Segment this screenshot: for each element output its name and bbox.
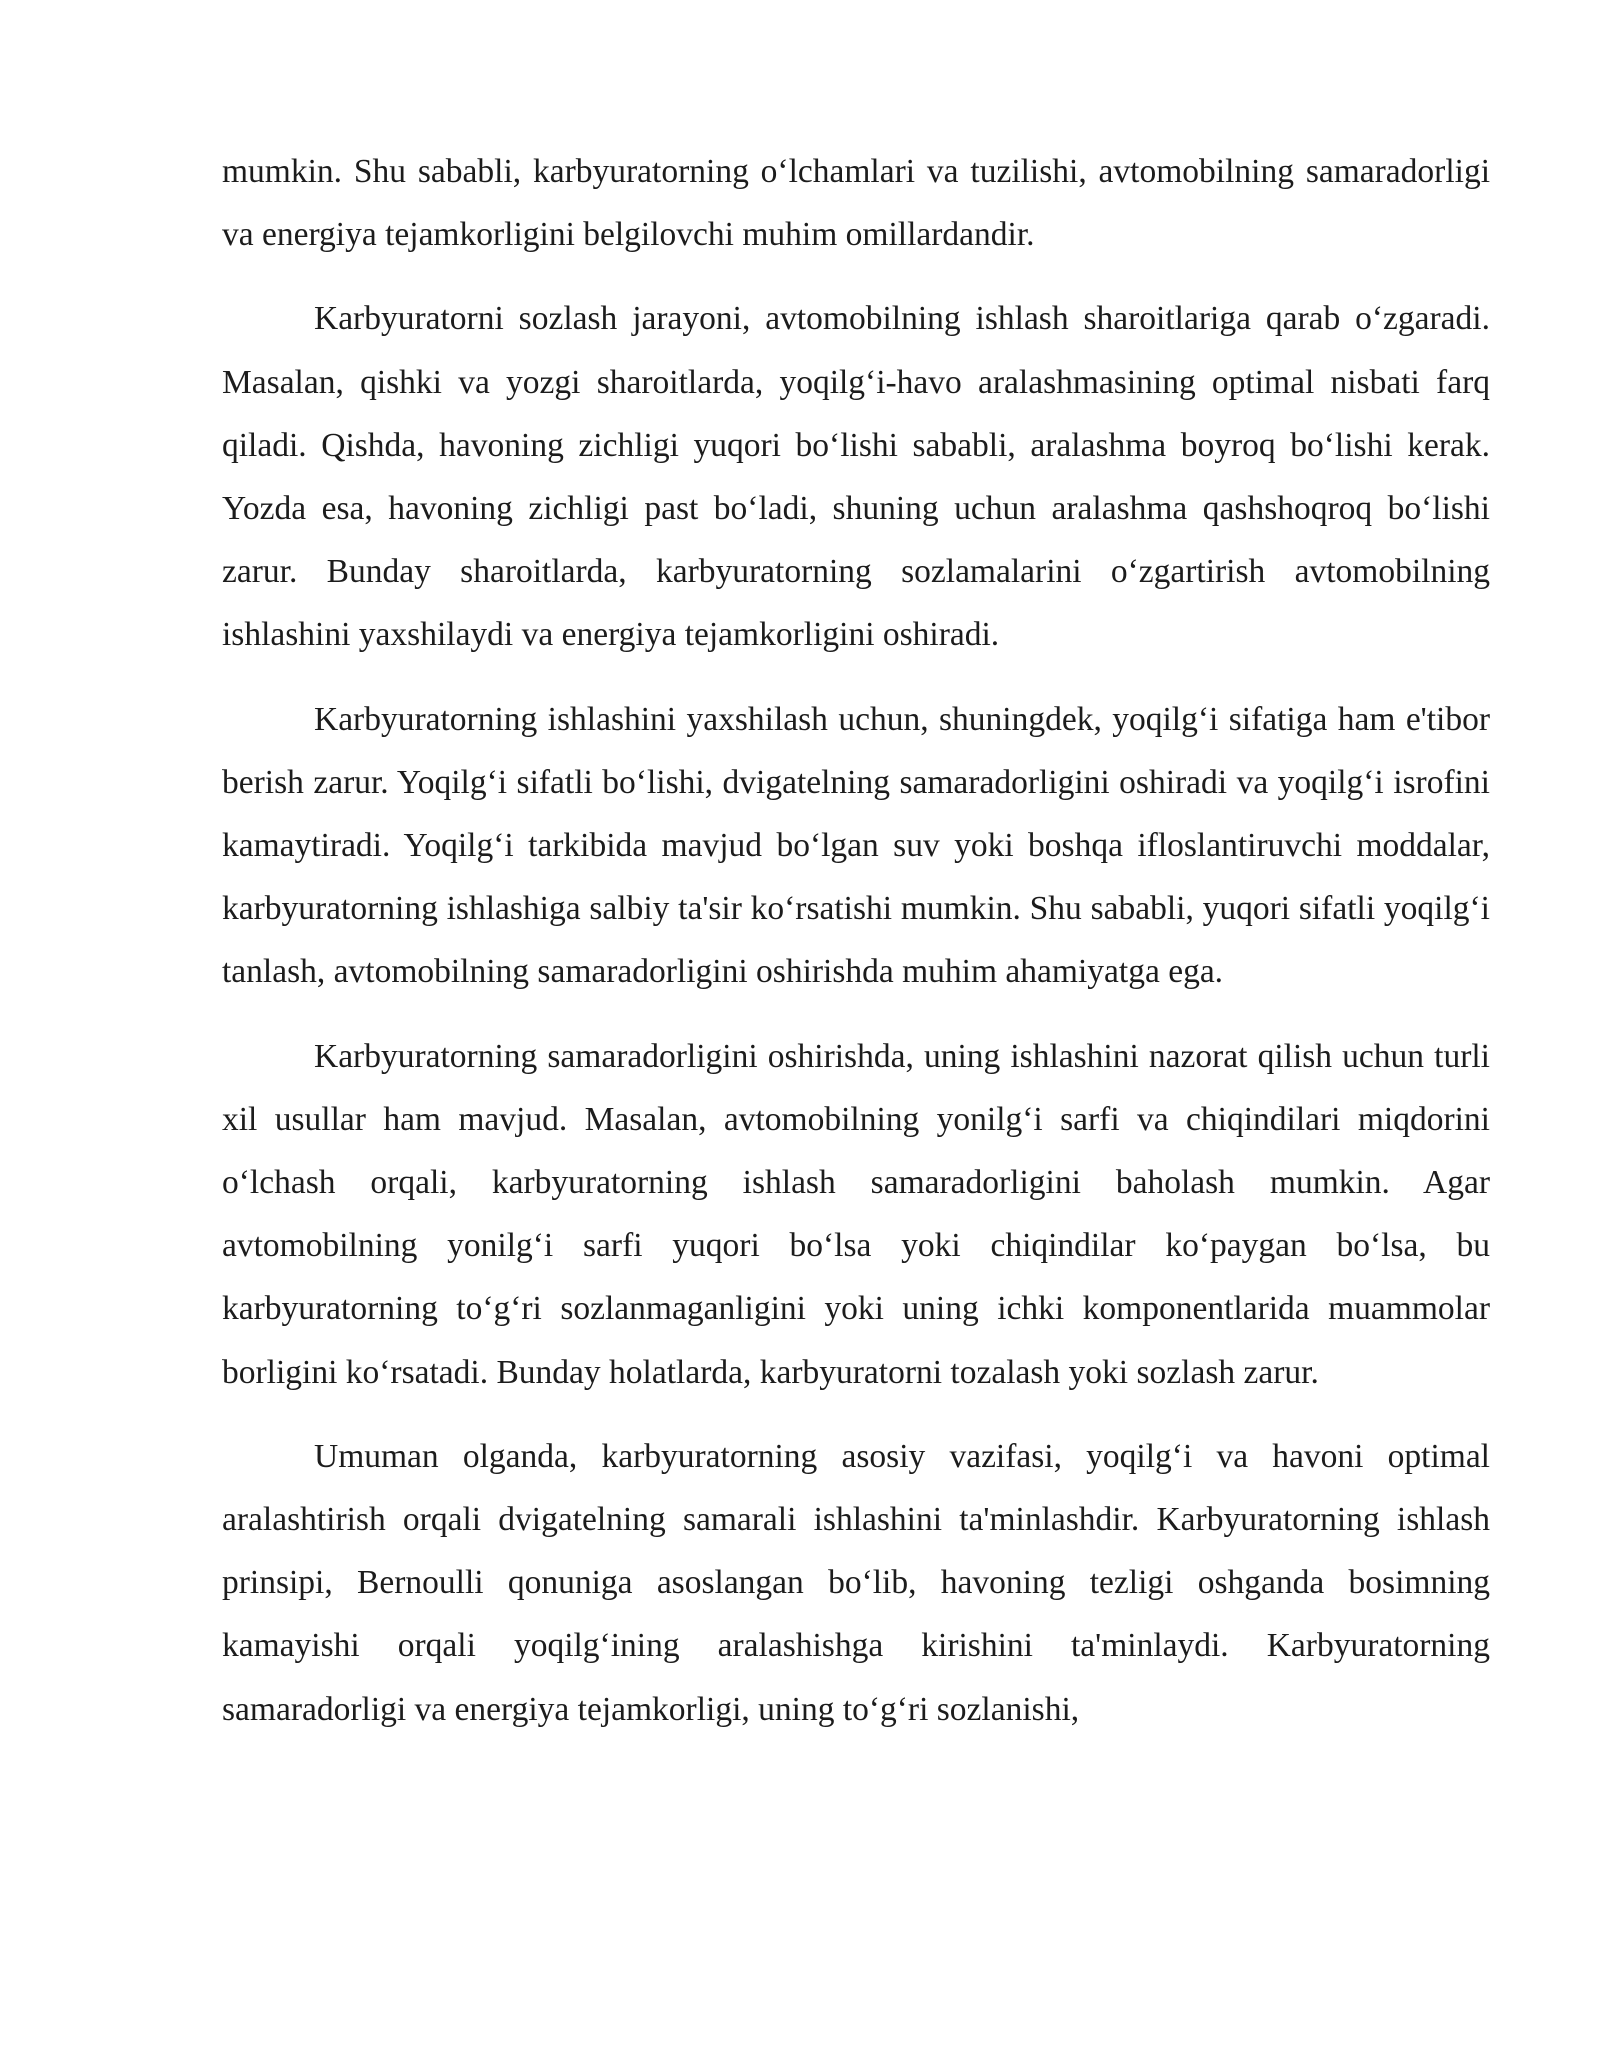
document-body — [222, 140, 1490, 1741]
paragraph-1: mumkin. Shu sababli, karbyuratorning o‘lchamlari va tuzilishi, avtomobilning samaradorligi va energiya tejamkorligini belgilovchi muhim omillardandir. — [222, 153, 1490, 254]
paragraph-2: Karbyuratorni sozlash jarayoni, avtomobilning ishlash sharoitlariga qarab o‘zgaradi. Masalan, qishki va yozgi sharoitlarda, yoqilg‘i-havo aralashmasining optimal nisbati farq qiladi. Qishda, havoning zichligi yuqori bo‘lishi sababli, aralashma boyroq bo‘lishi kerak. Yozda esa, havoning zichligi past bo‘ladi, shuning uchun aralashma qashshoqroq bo‘lishi zarur. Bunday sharoitlarda, karbyuratorning sozlamalarini o‘zgartirish avtomobilning ishlashini yaxshilaydi va energiya tejamkorligini oshiradi. — [222, 300, 1490, 654]
paragraph-4: Karbyuratorning samaradorligini oshirishda, uning ishlashini nazorat qilish uchun turli xil usullar ham mavjud. Masalan, avtomobilning yonilg‘i sarfi va chiqindilari miqdorini o‘lchash orqali, karbyuratorning ishlash samaradorligini baholash mumkin. Agar avtomobilning yonilg‘i sarfi yuqori bo‘lsa yoki chiqindilar ko‘paygan bo‘lsa, bu karbyuratorning to‘g‘ri sozlanmaganligini yoki uning ichki komponentlarida muammolar borligini ko‘rsatadi. Bunday holatlarda, karbyuratorni tozalash yoki sozlash zarur. — [222, 1037, 1490, 1391]
paragraph-5: Umuman olganda, karbyuratorning asosiy vazifasi, yoqilg‘i va havoni optimal aralashtirish orqali dvigatelning samarali ishlashini ta'minlashdir. Karbyuratorning ishlash prinsipi, Bernoulli qonuniga asoslangan bo‘lib, havoning tezligi oshganda bosimning kamayishi orqali yoqilg‘ining aralashishga kirishini ta'minlaydi. Karbyuratorning samaradorligi va energiya tejamkorligi, uning to‘g‘ri sozlanishi, — [222, 1437, 1490, 1728]
paragraph-3: Karbyuratorning ishlashini yaxshilash uchun, shuningdek, yoqilg‘i sifatiga ham e'tibor berish zarur. Yoqilg‘i sifatli bo‘lishi, dvigatelning samaradorligini oshiradi va yoqilg‘i isrofini kamaytiradi. Yoqilg‘i tarkibida mavjud bo‘lgan suv yoki boshqa ifloslantiruvchi moddalar, karbyuratorning ishlashiga salbiy ta'sir ko‘rsatishi mumkin. Shu sababli, yuqori sifatli yoqilg‘i tanlash, avtomobilning samaradorligini oshirishda muhim ahamiyatga ega. — [222, 700, 1490, 991]
